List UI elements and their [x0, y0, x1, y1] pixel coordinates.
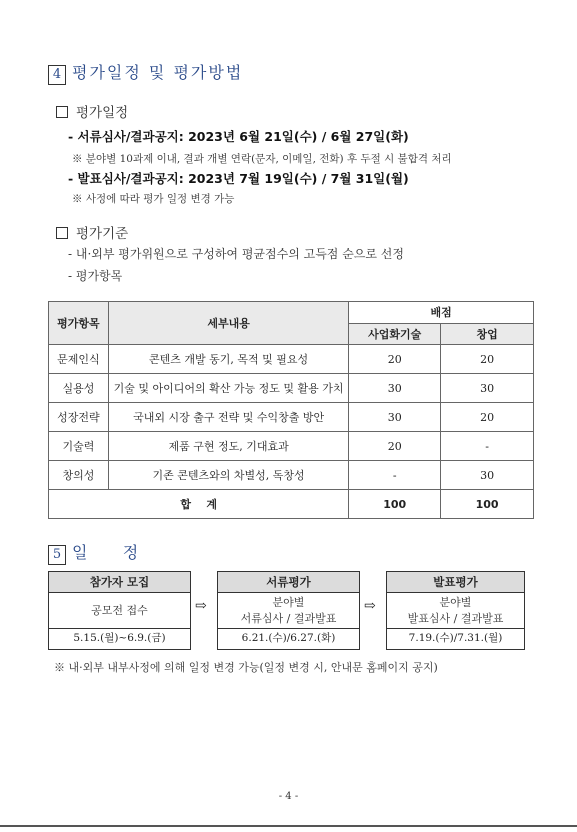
schedule-change-note: ※ 내·외부 내부사정에 의해 일정 변경 가능(일정 변경 시, 안내문 홈페이지 공지)	[54, 661, 438, 674]
evaluation-table-wrapper	[48, 301, 534, 519]
section-number: 4	[48, 65, 66, 85]
criteria-heading: 평가기준	[56, 222, 128, 242]
schedule-heading: 평가일정	[56, 101, 128, 121]
header-score: 배점	[349, 302, 534, 324]
criteria-line-2: - 평가항목	[68, 269, 123, 283]
header-col2: 창업	[441, 323, 534, 345]
arrow-right-icon: ⇨	[195, 598, 207, 614]
header-col1: 사업화기술	[349, 323, 441, 345]
header-item: 평가항목	[49, 302, 109, 345]
schedule-note-1: ※ 분야별 10과제 이내, 결과 개별 연락(문자, 이메일, 전화) 후 두절 시 불합격 처리	[72, 153, 452, 165]
flow-step-recruit: 참가자 모집 공모전 접수 5.15.(월)~6.9.(금)	[48, 571, 191, 650]
criteria-line-1: - 내·외부 평가위원으로 구성하여 평균점수의 고득점 순으로 선정	[68, 247, 404, 261]
schedule-note-2: ※ 사정에 따라 평가 일정 변경 가능	[72, 193, 235, 205]
section-number: 5	[48, 545, 66, 565]
checkbox-square-icon	[56, 227, 68, 239]
flow-step-document: 서류평가 분야별 서류심사 / 결과발표 6.21.(수)/6.27.(화)	[217, 571, 360, 650]
flow-step-presentation: 발표평가 분야별 발표심사 / 결과발표 7.19.(수)/7.31.(월)	[386, 571, 525, 650]
page-number: - 4 -	[278, 791, 299, 802]
arrow-right-icon: ⇨	[364, 598, 376, 614]
evaluation-table	[48, 301, 534, 519]
table-row: 실용성 기술 및 아이디어의 확산 가능 정도 및 활용 가치 30 30	[49, 374, 534, 403]
section5-heading	[48, 540, 141, 565]
schedule-line-1: - 서류심사/결과공지: 2023년 6월 21일(수) / 6월 27일(화)	[68, 129, 409, 144]
table-row: 성장전략 국내외 시장 출구 전략 및 수익창출 방안 30 20	[49, 403, 534, 432]
checkbox-square-icon	[56, 106, 68, 118]
bottom-divider	[0, 825, 577, 827]
table-row: 문제인식 콘텐츠 개발 동기, 목적 및 필요성 20 20	[49, 345, 534, 374]
header-detail: 세부내용	[108, 302, 348, 345]
section4-heading	[48, 60, 243, 85]
schedule-line-2: - 발표심사/결과공지: 2023년 7월 19일(수) / 7월 31일(월)	[68, 171, 409, 186]
table-row: 기술력 제품 구현 정도, 기대효과 20 -	[49, 432, 534, 461]
section-title: 일 정	[72, 543, 142, 562]
section-title: 평가일정 및 평가방법	[72, 63, 244, 82]
table-row: 창의성 기존 콘텐츠와의 차별성, 독창성 - 30	[49, 461, 534, 490]
total-row: 합 계 100 100	[49, 490, 534, 519]
